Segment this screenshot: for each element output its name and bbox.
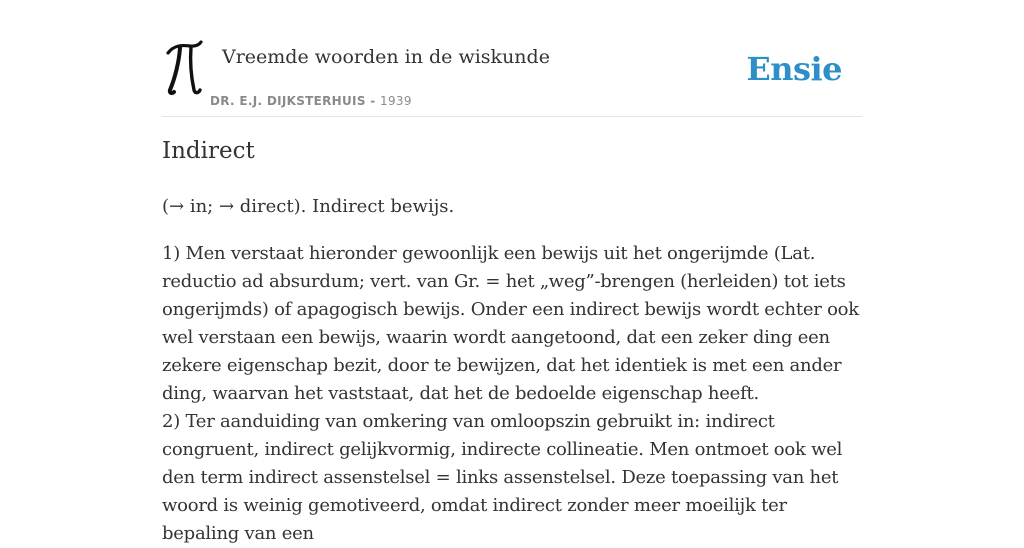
publication-year: 1939 bbox=[380, 94, 412, 108]
entry-body bbox=[162, 240, 867, 548]
pi-icon bbox=[166, 40, 202, 96]
header bbox=[162, 40, 862, 117]
book-meta bbox=[210, 94, 412, 108]
meta-separator: - bbox=[365, 94, 381, 108]
brand-logo-link[interactable]: Ensie bbox=[746, 50, 842, 88]
entry-intro: (→ in; → direct). Indirect bewijs. bbox=[162, 196, 455, 217]
entry-title: Indirect bbox=[162, 138, 255, 164]
entry-paragraph: 2) Ter aanduiding van omkering van omloopszin gebruikt in: indirect congruent, indirect gelijkvormig, indirecte collineatie. Men ontmoet ook wel den term indirect assenstelsel = links assenstelsel. Deze toepassing van het woord is weinig gemotiveerd, omdat indirect zonder meer moeilijk ter bepaling van een bbox=[162, 411, 843, 544]
author-name[interactable]: DR. E.J. DIJKSTERHUIS bbox=[210, 94, 366, 108]
entry-paragraph: 1) Men verstaat hieronder gewoonlijk een bewijs uit het ongerijmde (Lat. reductio ad absurdum; vert. van Gr. = het „weg”-brengen (herleiden) tot iets ongerijmds) of apagogisch bewijs. Onder een indirect bewijs wordt echter ook wel verstaan een bewijs, waarin wordt aangetoond, dat een zeker ding een zekere eigenschap bezit, door te bewijzen, dat het identiek is met een ander ding, waarvan het vaststaat, dat het de bedoelde eigenschap heeft. bbox=[162, 243, 859, 404]
book-title[interactable]: Vreemde woorden in de wiskunde bbox=[222, 46, 550, 68]
